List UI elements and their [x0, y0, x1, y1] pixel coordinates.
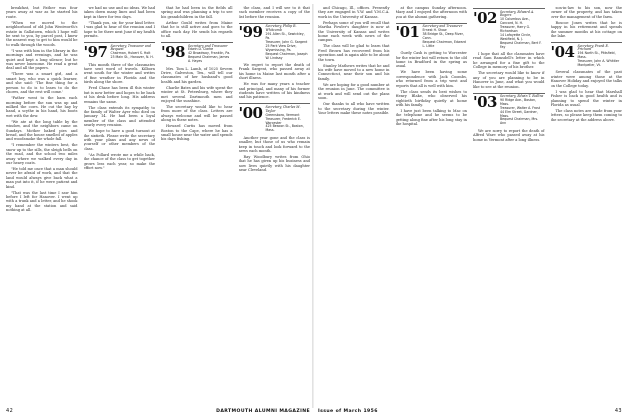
class-officers [110, 45, 155, 61]
class-note-paragraph: The secretary would like to know if any of you are planning to be in Hanover in June, and what you would like to see at the reunion. [473, 71, 545, 89]
class-officers [500, 11, 545, 50]
left-column-2 [84, 6, 156, 404]
class-year: '99 [238, 23, 263, 42]
class-note-paragraph: "Father went to the barn each morning before the sun was up and milked the cows. He cut the hay by hand, a scythe in his hand, his boots wet with the dew. [6, 96, 78, 118]
class-officer-line: Bequest Chairman, Joseph W. Lindsay [265, 51, 308, 60]
class-officer-line: 44 Elm Street, Gardner, Mass. [499, 109, 538, 118]
right-page [318, 6, 622, 404]
magazine-name: DARTMOUTH ALUMNI MAGAZINE [216, 408, 310, 414]
class-header [473, 93, 545, 127]
class-note-paragraph: We are hoping for a good number at the reunion in June. The committee is at work and will send out the plans soon. [318, 82, 390, 101]
class-officer-line: Chairman, Hubert S. Holt [110, 51, 151, 56]
class-note-paragraph: We are sorry to report the death of Alfred Ware who passed away at his home in Vermont after a long illness. [473, 128, 545, 142]
class-note-paragraph: "Thank you, sir, for your kind letter. I was glad to hear of the reunion and I hope to be there next June if my health permits. [83, 20, 155, 39]
class-officer-line: Montpelier, Vt. [577, 63, 601, 68]
class-note-paragraph: I hope that all the classmates have read Sam Ramsdell's letter in which he arranged for a fine gift to the College in memory of his brother. [473, 52, 545, 70]
class-note-paragraph: We regret to report the death of Frank Sargent, who passed away at his home in Maine last month after a short illness. [238, 62, 310, 81]
class-note-paragraph: that he had been in the fields all spring and was planning a trip to see his grandchildren in the fall. [161, 6, 233, 19]
class-note-paragraph: "When we moved to the neighborhood of old John Wentworth's estate in Gallatown, which I hope will be sent to you, by parcel post, I knew the nearest way to get to him would be to walk through the woods. [6, 20, 78, 47]
class-note-paragraph: "We ate at the long table by the window, and the neighbors came on Sundays. Mother baked pies and bread, and the house smelled of apples and woodsmoke the whole fall. [6, 119, 78, 142]
class-year: '97 [83, 42, 108, 61]
class-officer-line: 194 North St., Pittsfield, Mass. [577, 51, 616, 60]
class-year: '02 [473, 8, 497, 27]
class-officer-line: Bequest Chairman, James A. Hayes [187, 55, 230, 64]
class-officer-line: 10 Columbus Ave., Concord, N. H. [499, 17, 530, 26]
class-note-paragraph: I have just been talking to Mac on the telephone and he seems to be getting along fine after his long stay in the hospital. [395, 108, 467, 127]
class-note-paragraph: "I was with him in the library in the mornings and evenings, and he was quiet and kept a long silence; but he was never lonesome. He read a great deal and all the papers. [6, 48, 78, 71]
right-column-4 [551, 6, 623, 404]
class-officers [265, 25, 310, 60]
class-note-paragraph: breakfast, but Father was four years away at war as he started his route. [6, 6, 78, 19]
left-column-1 [6, 6, 78, 404]
class-note-paragraph: Arthur Gould writes from Maine that he is still active and goes to the office each day. He sends his regards to all. [161, 20, 233, 39]
class-officer-line: Bequest Chairman, Edward L. Little [422, 39, 466, 48]
class-note-paragraph: He was for many years a teacher and principal, and many of his former students have written of his kindness and his patience. [238, 82, 310, 100]
class-note-paragraph: The class will be glad to learn that Fred Brown has recovered from his operation and is again able to be about the town. [318, 44, 390, 62]
class-officer-line: Secretary and Treasurer [187, 43, 228, 48]
class-note-paragraph: Our thanks to all who have written to the secretary during the winter. Your letters make these notes possible. [318, 102, 390, 115]
class-note-paragraph: The class notes are made from your letters, so please keep them coming to the secretary at the address above. [550, 108, 622, 122]
class-note-paragraph: and Chicago, Ill., offices. Presently they are engaged in Y.W. and Y.M.C.A. work in the University of Kansas. [318, 6, 390, 19]
class-note-paragraph: Charlie Bates and his wife spent the winter at St. Petersburg, where they met several Dartmouth men and enjoyed the sunshine. [161, 85, 233, 103]
class-note-paragraph: This month three of the classmates have sent word of travels. Kilborn went south for the winter and writes of fine weather in Florida and the birds along the shore. [83, 62, 155, 85]
class-note-paragraph: We have been having some correspondence with Jack Coombs, who returned from a trip west and reports that all is well with him. [395, 70, 467, 88]
class-note-paragraph: Mrs. Tom L. Lamb, of 1025 Severn Drive, Galveston, Tex., will tell our classmates of her husband's good health and his garden. [161, 66, 233, 84]
class-note-paragraph: Ray Woodbury writes from Ohio that he has given up his business and now lives quietly with his daughter near Cleveland. [238, 154, 310, 173]
class-officer-line: 90 Ridge Ave., Boston, Mass. [499, 97, 537, 106]
class-note-paragraph: "He told me once that a man should never be afraid of work, and that the land would always give back what a man put into it, if he were patient and kind. [6, 166, 78, 189]
class-note-paragraph: "That was the last time I saw him before I left for Hanover. I went up with a trunk and a letter, and he shook my hand at the station and said nothing at all. [6, 190, 78, 213]
class-officer-line: Secretary and Treasurer [422, 24, 463, 29]
right-column-2 [396, 6, 468, 404]
class-note-paragraph: I was glad to hear that Marshall Fisher is back in good health and is planning to spend the winter in Florida as usual. [550, 89, 622, 107]
class-officer-line: 291 Allen St., Sewickley, Pa. [265, 32, 305, 41]
class-year: '00 [238, 103, 263, 122]
class-note-paragraph: Roscoe Jones writes that he is happy in his retirement and spends the summer months at his cottage on the lake. [550, 20, 622, 39]
class-note-paragraph: The secretary would like to hear from more of the class. Letters are always welcome and will be passed along in these notes. [161, 105, 233, 123]
class-officers [577, 45, 622, 68]
class-officers [422, 25, 467, 48]
class-officer-line: Bequest Chairman, Mrs. Ann [499, 117, 539, 126]
class-note-paragraph: son-in-law to his son, now the owner of the property, and has taken over the management of the farm. [550, 6, 622, 19]
class-officer-line: 25 Park View Drive, Wyomissing, Pa. [265, 43, 297, 52]
class-officer-line: Secretary, Charles M. Taylor [265, 104, 301, 113]
class-note-paragraph: "There was a smart girl, and a smart boy, who was a quick learner, and she said: 'The fine thing for a person to do is to learn to do the chores, and the rest will come.' [6, 72, 78, 95]
class-year: '98 [161, 42, 185, 61]
class-officer-line: Secretary, Edward A. Rogers [499, 9, 535, 18]
right-page-number: 43 [614, 408, 622, 414]
class-header [239, 103, 311, 133]
class-officer-line: 38 Bridge St., Deep River, Conn. [422, 32, 464, 41]
class-officer-line: 42 Broadway, Franklin, Pa. [187, 51, 231, 56]
class-officer-line: 425 Beacon St., Boston, Mass. [265, 124, 304, 133]
class-note-paragraph: we had no use and no ideas. We had taken down many lines and had been kept in there for two days. [83, 6, 155, 19]
class-note-paragraph: Howard Curtis has moved from Boston to the Cape, where he has a small house near the water and spends his days fishing. [161, 124, 233, 142]
class-officer-line: Greensboro, Vermont [265, 112, 300, 117]
right-column-3 [473, 6, 545, 404]
class-officer-line: Treasurer, Walter A. Frost [499, 105, 540, 110]
class-note-paragraph: The class sends its best wishes to Henry Blake, who observed his eightieth birthday quietly at home with his family. [395, 89, 467, 107]
class-officer-line: 23 Main St., Hanover, N. H. [110, 55, 154, 60]
class-officers [265, 106, 310, 133]
class-officer-line: Bequest Chairman, Bert F. Fay [499, 40, 542, 49]
right-column-1 [318, 6, 390, 404]
class-note-paragraph: Stanley Mathews writes that he and his wife have moved to a new home in Connecticut, near their son and his family. [318, 63, 390, 81]
class-header [239, 23, 311, 61]
class-officer-line: Treasurer, Harry G. Richardson [499, 25, 531, 34]
page-gutter [312, 4, 314, 408]
class-officer-line: Treasurer, John A. Whittier [577, 59, 620, 64]
left-page [6, 6, 310, 404]
class-header [84, 42, 156, 60]
class-header [473, 8, 545, 50]
class-header [396, 23, 468, 49]
class-officer-line: Treasurer, John G. Sargent [265, 39, 308, 44]
class-officers [500, 95, 545, 126]
class-year: '01 [395, 23, 420, 42]
class-officer-line: Secretary, Philip R. Whitcomb [265, 24, 297, 33]
class-note-paragraph: "As Pollard wrote me a while back, the chance of the class to get together grows less each year, so make the effort now." [83, 152, 155, 170]
left-footer [6, 406, 310, 416]
class-header [551, 42, 623, 68]
class-officer-line: 14 Lafayette Circle, Westfield, N. J. [499, 32, 532, 41]
class-note-paragraph: Gurdy Cash is getting to Worcester for the winter but will return to the old home in Bradford in the spring as usual. [395, 51, 467, 69]
class-year: '03 [473, 93, 497, 111]
issue-date: Issue of March 1956 [318, 408, 378, 414]
class-officer-line: Secretary, Treasurer and Bequest [110, 43, 151, 52]
class-officers [188, 45, 233, 65]
class-note-paragraph: Another year gone and the class is smaller, but those of us who remain keep in touch and look forward to the news each month. [238, 135, 310, 153]
class-note-paragraph: Several classmates of the past winter were among those at the Hanover Holiday and enjoyed the talks on the College today. [550, 70, 622, 88]
class-note-paragraph: "I remember the winters best, the snow up to the sills, the sleigh bells on the road, and the school two miles away where we walked every day in our heavy coats. [6, 143, 78, 165]
class-officer-line: Treasurer, Frederick E. Worcester [265, 116, 301, 125]
class-header [161, 42, 233, 64]
left-page-number: 42 [6, 408, 14, 414]
class-note-paragraph: We hope to have a good turnout at the sixtieth. Please write the secretary with your plans and any news of yourself or other members of the class. [83, 129, 155, 151]
class-year: '04 [550, 42, 575, 61]
class-officer-line: Secretary, Edwin T. Rollins [499, 94, 544, 98]
left-column-3 [161, 6, 233, 404]
class-note-paragraph: at the campus Sunday afternoon. Mary and I enjoyed the afternoon with you at the alumni gathering. [395, 6, 467, 19]
left-column-4 [239, 6, 311, 404]
class-officer-line: Edwin D. Clarke [187, 47, 214, 52]
class-officer-line: Ernest H. Shaw [422, 28, 447, 33]
class-note-paragraph: The class extends its sympathy to the family of Walter Ayer who died on January 14. He had been a loyal member of the class and attended nearly every reunion. [83, 105, 155, 128]
class-note-paragraph: Perhaps some of you will recall that Martha Fowler's daughter is now at the University of Kansas and writes home each week with news of the campus. [318, 20, 390, 43]
class-note-paragraph: Fred Chase has been ill this winter but is now better and hopes to be back at his desk before long. His address remains the same. [83, 86, 155, 104]
right-footer [318, 406, 622, 416]
class-note-paragraph: the class, and I will see to it that each member receives a copy of the list before the reunion. [238, 6, 310, 19]
class-officer-line: Secretary, Frank E. Prichard [577, 43, 609, 52]
